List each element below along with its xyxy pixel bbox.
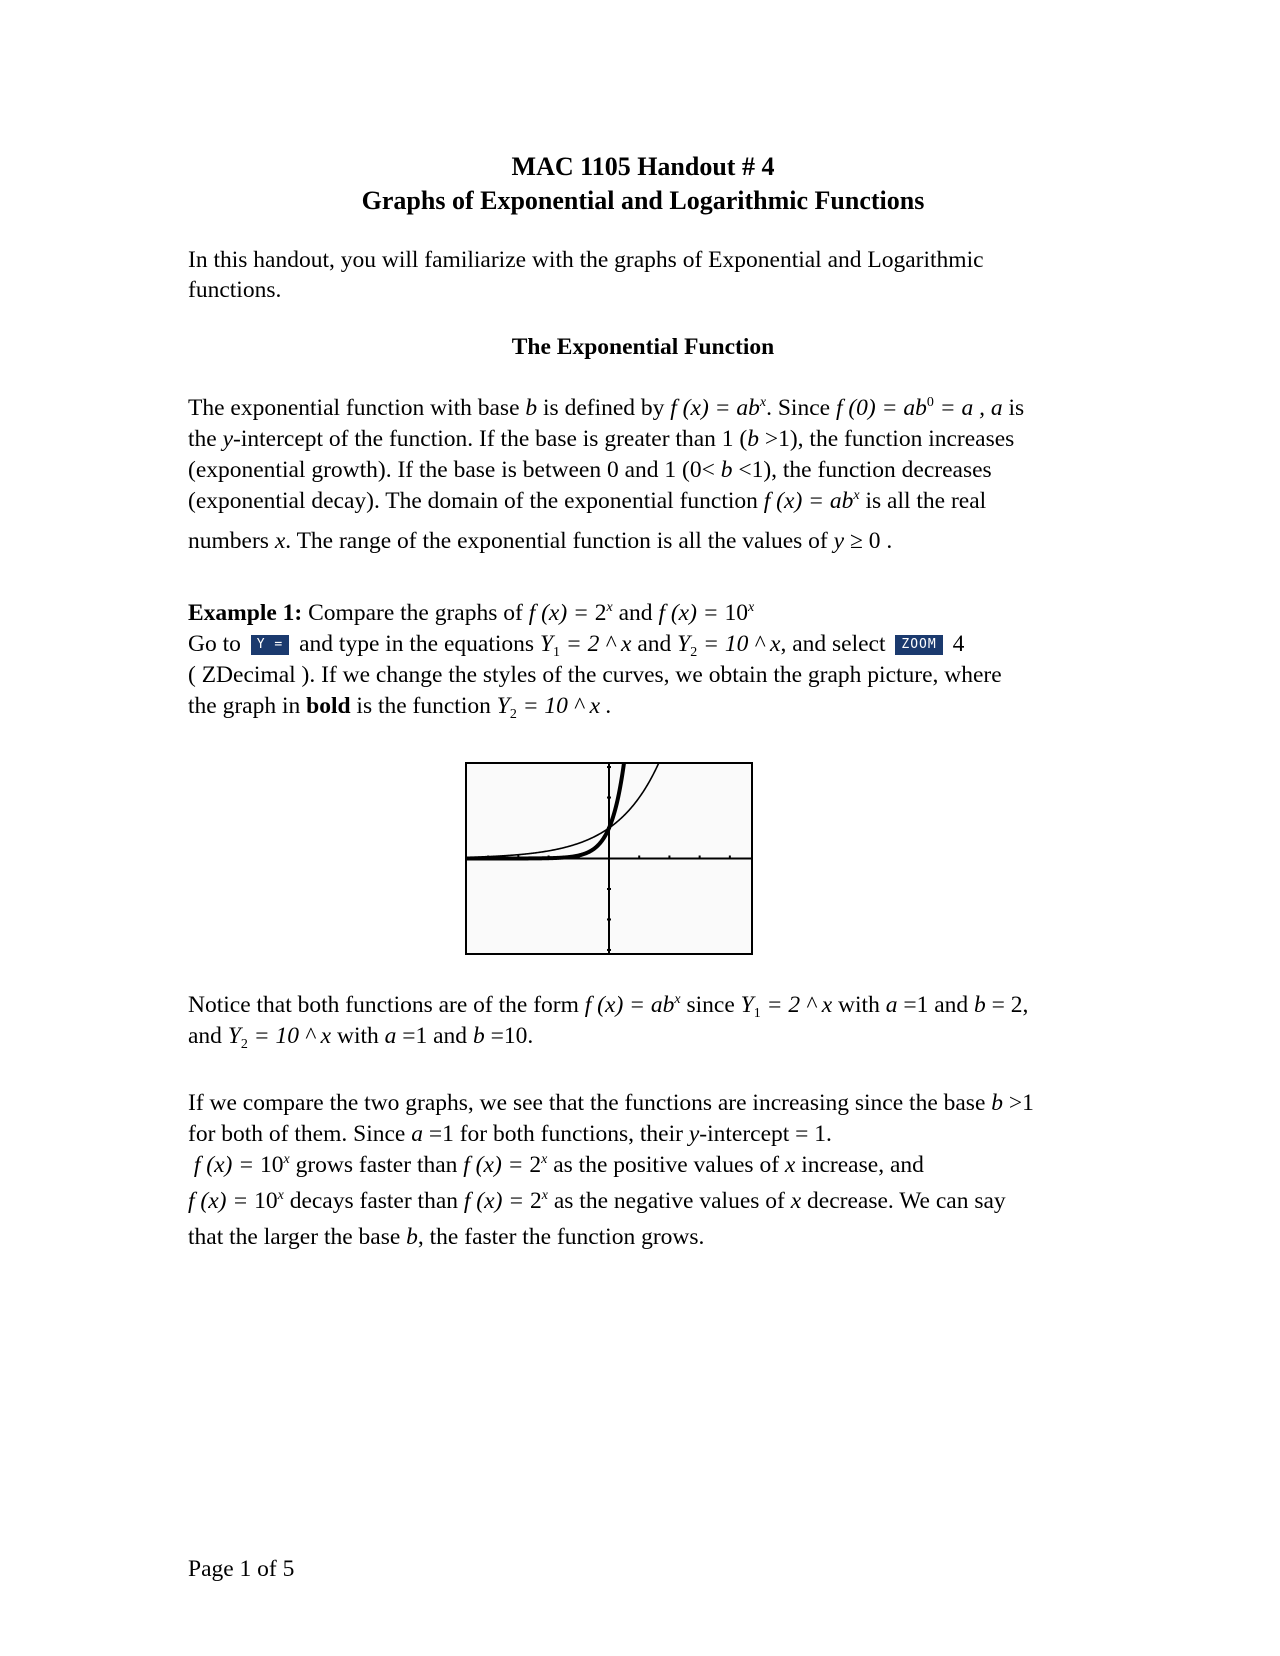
definition-paragraph: The exponential function with base b is defined by f $(x) = ab^x$. Since f $(0) = ab^0 = a$ , a is the y-intercept of the function. If the base is greater than 1 (b >1), the function increases (exponential growth). If the base is between 0 and 1 (0< b <1), the function decreases (exponential decay). The domain of the exponential function f $(x) = ab^x$ is all the real numbers x. The range of the exponential function is all the values of y ≥ 0 .: [188, 395, 1025, 554]
intro-paragraph: In this handout, you will familiarize with the graphs of Exponential and Logarithmic functions.: [188, 247, 984, 303]
example-paragraph: Example 1: Compare the graphs of f $(x) = 2^x$ and f $(x) = 10^x$ Go to Y = and type in the equations $Y_1 = 2$ ^ x and $Y_2 = 10$ ^ x, and select ZOOM 4 ( ZDecimal ). If we change the styles of the curves, we obtain the graph picture, where the graph in bold is the function $Y_2 = 10$ ^ x .: [188, 600, 1002, 722]
calculator-graph-screenshot: [465, 762, 753, 955]
example-label: Example 1:: [188, 600, 303, 626]
curve-y2-10-power-x-bold: [467, 764, 625, 859]
graph-canvas: [467, 764, 751, 953]
comparison-paragraph: If we compare the two graphs, we see that the functions are increasing since the base b >1 for both of them. Since a =1 for both functions, their y-intercept = 1. f $(x) = 10^x$ grows faster than f $(x) = 2^x$ as the positive values of x increase, and f $(x) = 10^x$ decays faster than f $(x) = 2^x$ as the negative values of x decrease. We can say that the larger the base b, the faster the function grows.: [188, 1090, 1034, 1250]
page-footer: Page 1 of 5: [188, 1556, 295, 1582]
document-subtitle: Graphs of Exponential and Logarithmic Functions: [361, 186, 925, 215]
document-title: MAC 1105 Handout # 4: [511, 152, 775, 181]
y-equals-key: Y =: [251, 635, 289, 655]
curve-y1-2-power-x: [467, 764, 664, 857]
notice-paragraph: Notice that both functions are of the form f $(x) = ab^x$ since $Y_1 = 2$ ^ x with a =1 and b = 2, and $Y_2 = 10$ ^ x with a =1 and b =10.: [188, 992, 1029, 1052]
section-heading: The Exponential Function: [511, 334, 775, 360]
zoom-key: ZOOM: [895, 635, 942, 655]
